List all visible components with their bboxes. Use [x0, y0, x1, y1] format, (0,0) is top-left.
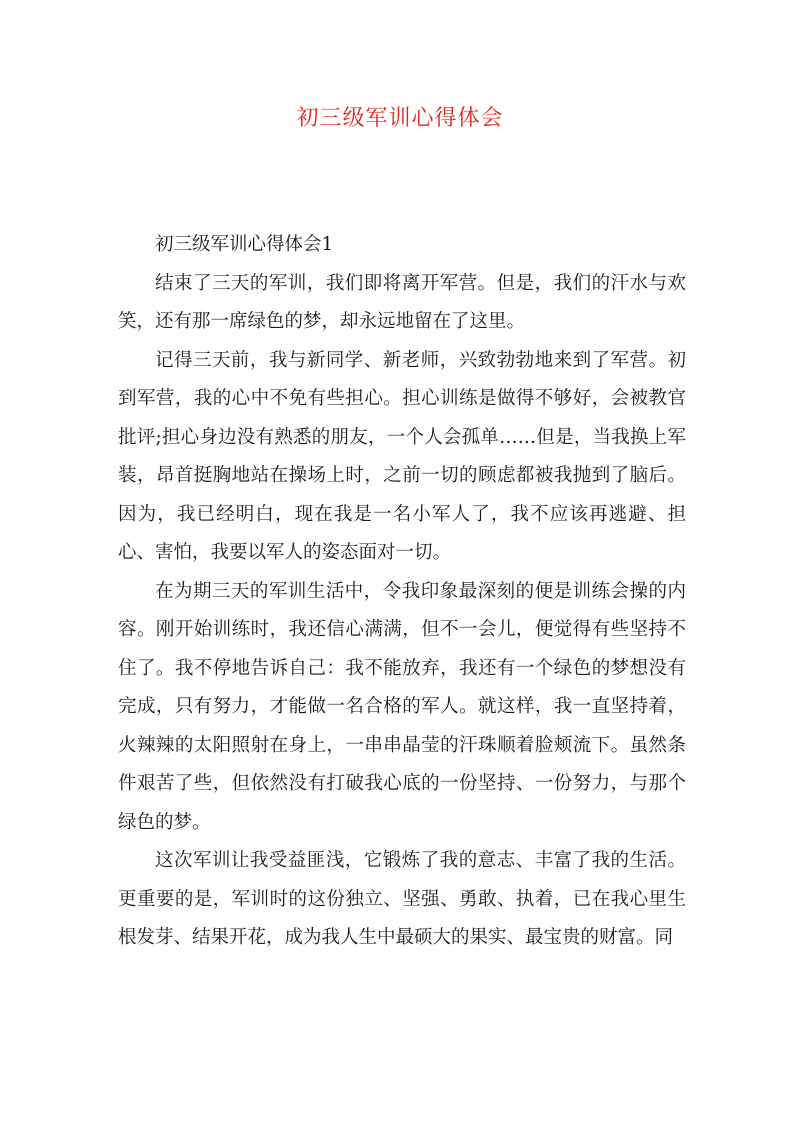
document-title: 初三级军训心得体会 — [296, 106, 504, 131]
paragraph: 在为期三天的军训生活中，令我印象最深刻的便是训练会操的内容。刚开始训练时，我还信心满满，但不一会儿，便觉得有些坚持不住了。我不停地告诉自己：我不能放弃，我还有一个绿色的梦想没有完成，只有努力，才能做一名合格的军人。就这样，我一直坚持着，火辣辣的太阳照射在身上，一串串晶莹的汗珠顺着脸颊流下。虽然条件艰苦了些，但依然没有打破我心底的一份坚持、一份努力，与那个绿色的梦。 — [118, 580, 686, 833]
section-heading: 初三级军训心得体会1 — [155, 234, 334, 255]
paragraph: 结束了三天的军训，我们即将离开军营。但是，我们的汗水与欢笑，还有那一席绿色的梦，却永远地留在了这里。 — [118, 272, 686, 332]
paragraph: 记得三天前，我与新同学、新老师，兴致勃勃地来到了军营。初到军营，我的心中不免有些担心。担心训练是做得不够好，会被教官批评;担心身边没有熟悉的朋友，一个人会孤单……但是，当我换上军装，昂首挺胸地站在操场上时，之前一切的顾虑都被我抛到了脑后。因为，我已经明白，现在我是一名小军人了，我不应该再逃避、担心、害怕，我要以军人的姿态面对一切。 — [118, 349, 686, 563]
paragraph: 这次军训让我受益匪浅，它锻炼了我的意志、丰富了我的生活。更重要的是，军训时的这份独立、坚强、勇敢、执着，已在我心里生根发芽、结果开花，成为我人生中最硕大的果实、最宝贵的财富。同 — [118, 850, 686, 948]
document-body — [118, 226, 686, 958]
